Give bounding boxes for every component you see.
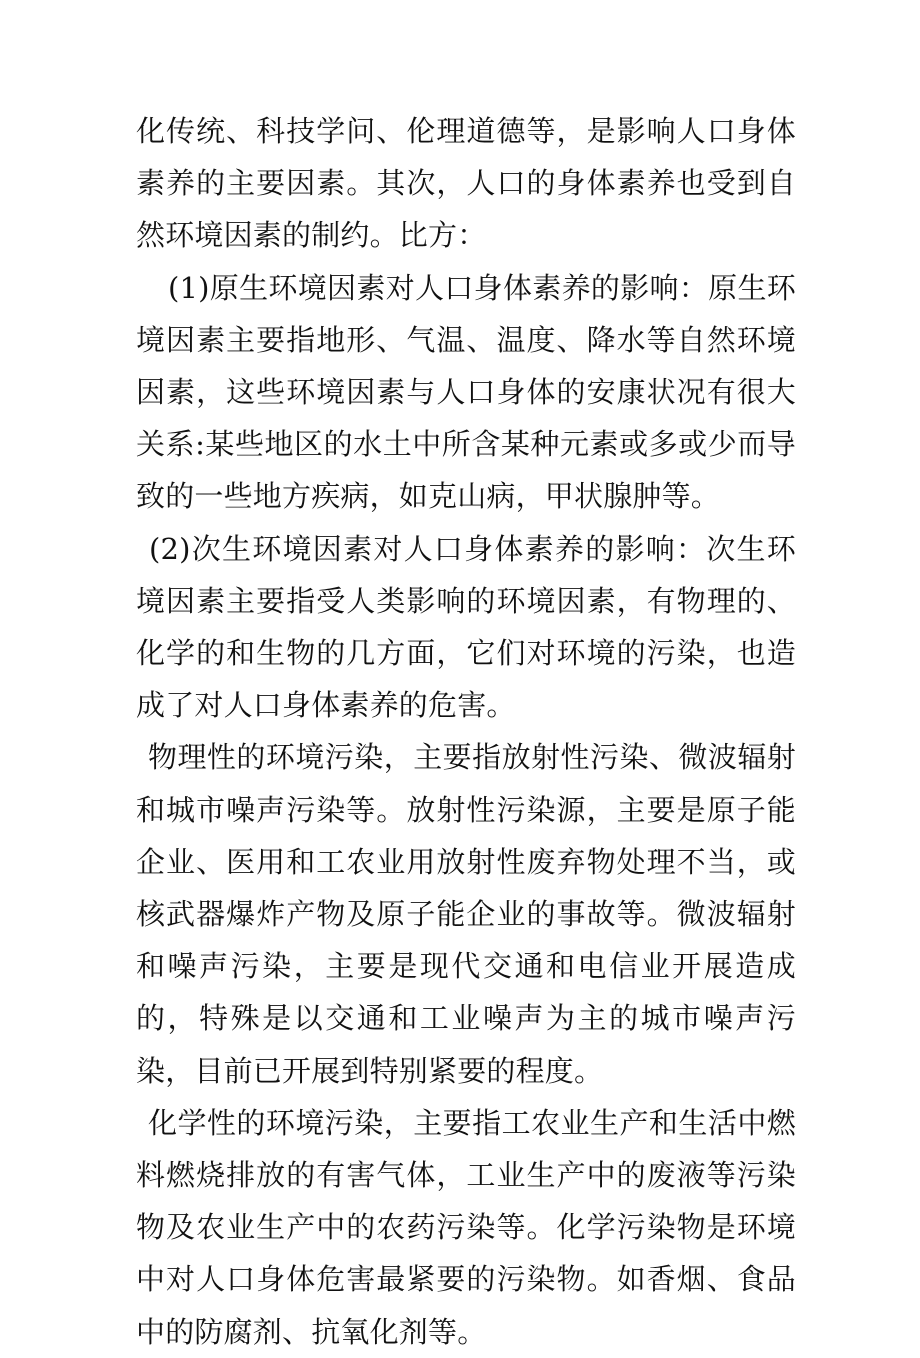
- paragraph-physical-pollution: 物理性的环境污染，主要指放射性污染、微波辐射和城市噪声污染等。放射性污染源，主要是原子能企业、医用和工农业用放射性废弃物处理不当，或核武器爆炸产物及原子能企业的事故等。微波辐射和噪声污染，主要是现代交通和电信业开展造成的，特殊是以交通和工业噪声为主的城市噪声污染，目前已开展到特别紧要的程度。: [136, 740, 796, 1088]
- document-body: [136, 105, 796, 1358]
- paragraph-chemical-pollution: 化学性的环境污染，主要指工农业生产和生活中燃料燃烧排放的有害气体，工业生产中的废液等污染物及农业生产中的农药污染等。化学污染物是环境中对人口身体危害最紧要的污染物。如香烟、食品中的防腐剂、抗氧化剂等。: [136, 1105, 796, 1349]
- paragraph-primary-environment: (1)原生环境因素对人口身体素养的影响：原生环境因素主要指地形、气温、温度、降水等自然环境因素，这些环境因素与人口身体的安康状况有很大关系:某些地区的水土中所含某种元素或多或少而导致的一些地方疾病，如克山病，甲状腺肿等。: [136, 270, 796, 514]
- paragraph-continuation: 化传统、科技学问、伦理道德等，是影响人口身体素养的主要因素。其次，人口的身体素养也受到自然环境因素的制约。比方：: [136, 114, 796, 253]
- paragraph-secondary-environment: (2)次生环境因素对人口身体素养的影响：次生环境因素主要指受人类影响的环境因素，有物理的、化学的和生物的几方面，它们对环境的污染，也造成了对人口身体素养的危害。: [136, 531, 796, 723]
